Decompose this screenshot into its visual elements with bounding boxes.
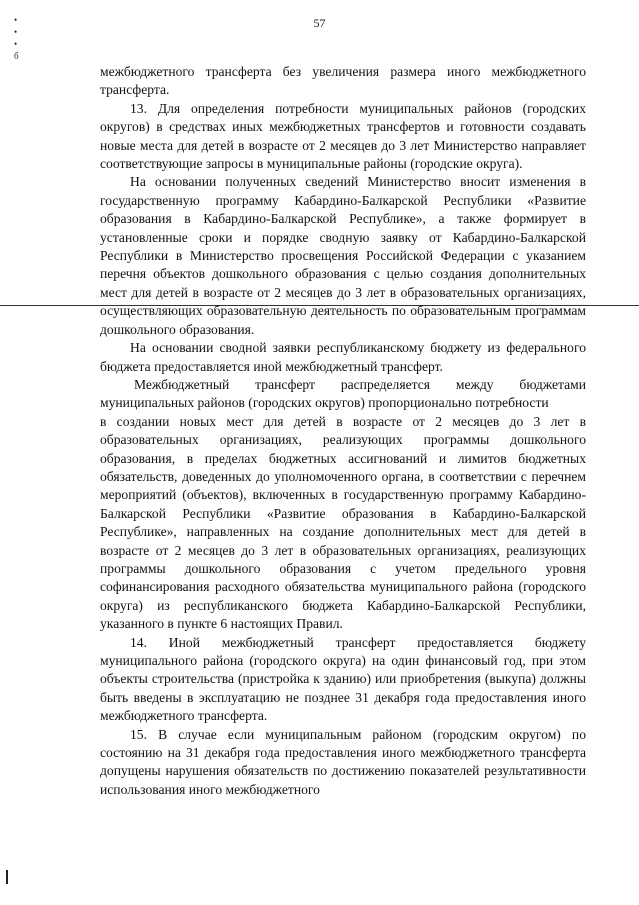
document-body	[100, 63, 586, 799]
paragraph-distribution-details: в создании новых мест для детей в возрасте от 2 месяцев до 3 лет в образовательных организациях, реализующих программы дошкольного образования, в пределах бюджетных ассигнований и лимитов бюджетных обязательств, доведенных до уполномоченного органа, в соответствии с перечнем мероприятий (объектов), включенных в государственную программу Кабардино-Балкарской Республики «Развитие образования в Кабардино-Балкарской Республике», направленных на создание дополнительных мест для детей в возрасте от 2 месяцев до 3 лет в образовательных организациях, реализующих программы дошкольного образования с учетом предельного уровня софинансирования расходного обязательства муниципального района (городского округа) из республиканского бюджета Кабардино-Балкарской Республики, указанного в пункте 6 настоящих Правил.	[100, 413, 586, 632]
paragraph-federal-transfer: На основании сводной заявки республиканскому бюджету из федерального бюджета предоставляется иной межбюджетный трансферт.	[100, 340, 586, 374]
paragraph-continuation: межбюджетного трансферта без увеличения размера иного межбюджетного трансферта.	[100, 64, 586, 98]
scan-edge-mark	[6, 870, 8, 884]
margin-mark: б	[14, 51, 19, 61]
margin-scan-marks	[14, 14, 24, 62]
paragraph-14: 14. Иной межбюджетный трансферт предоставляется бюджету муниципального района (городского округа) на один финансовый год, при этом объекты строительства (пристройка к зданию) или приобретения (выкупа) должны быть введены в эксплуатацию не позднее 31 декабря года предоставления иного межбюджетного трансферта.	[100, 634, 586, 724]
paragraph-15: 15. В случае если муниципальным районом (городским округом) по состоянию на 31 декабря года предоставления иного межбюджетного трансферта допущены нарушения обязательств по достижению показателей результативности использования иного межбюджетного	[100, 726, 586, 797]
paragraph-13: 13. Для определения потребности муниципальных районов (городских округов) в средствах иных межбюджетных трансфертов и готовности создавать новые места для детей в возрасте от 2 месяцев до 3 лет Министерство направляет соответствующие запросы в муниципальные районы (городские округа).	[100, 100, 586, 172]
paragraph-program-changes: На основании полученных сведений Министерство вносит изменения в государственную программу Кабардино-Балкарской Республики «Развитие образования в Кабардино-Балкарской Республике», а также формирует в установленные сроки и порядке сводную заявку от Кабардино-Балкарской Республики в Министерство просвещения Российской Федерации с указанием перечня объектов дошкольного образования с целью создания дополнительных мест для детей в возрасте от 2 месяцев до 3 лет в образовательных организациях, осуществляющих образовательную деятельность по образовательным программам дошкольного образования.	[100, 174, 586, 337]
paragraph-distribution: Межбюджетный трансферт распределяется между бюджетами муниципальных районов (городских округов) пропорционально потребности	[100, 376, 586, 411]
margin-mark: •	[14, 27, 18, 37]
margin-mark: •	[14, 15, 18, 25]
margin-mark: •	[14, 39, 18, 49]
page-number: 57	[313, 16, 326, 30]
